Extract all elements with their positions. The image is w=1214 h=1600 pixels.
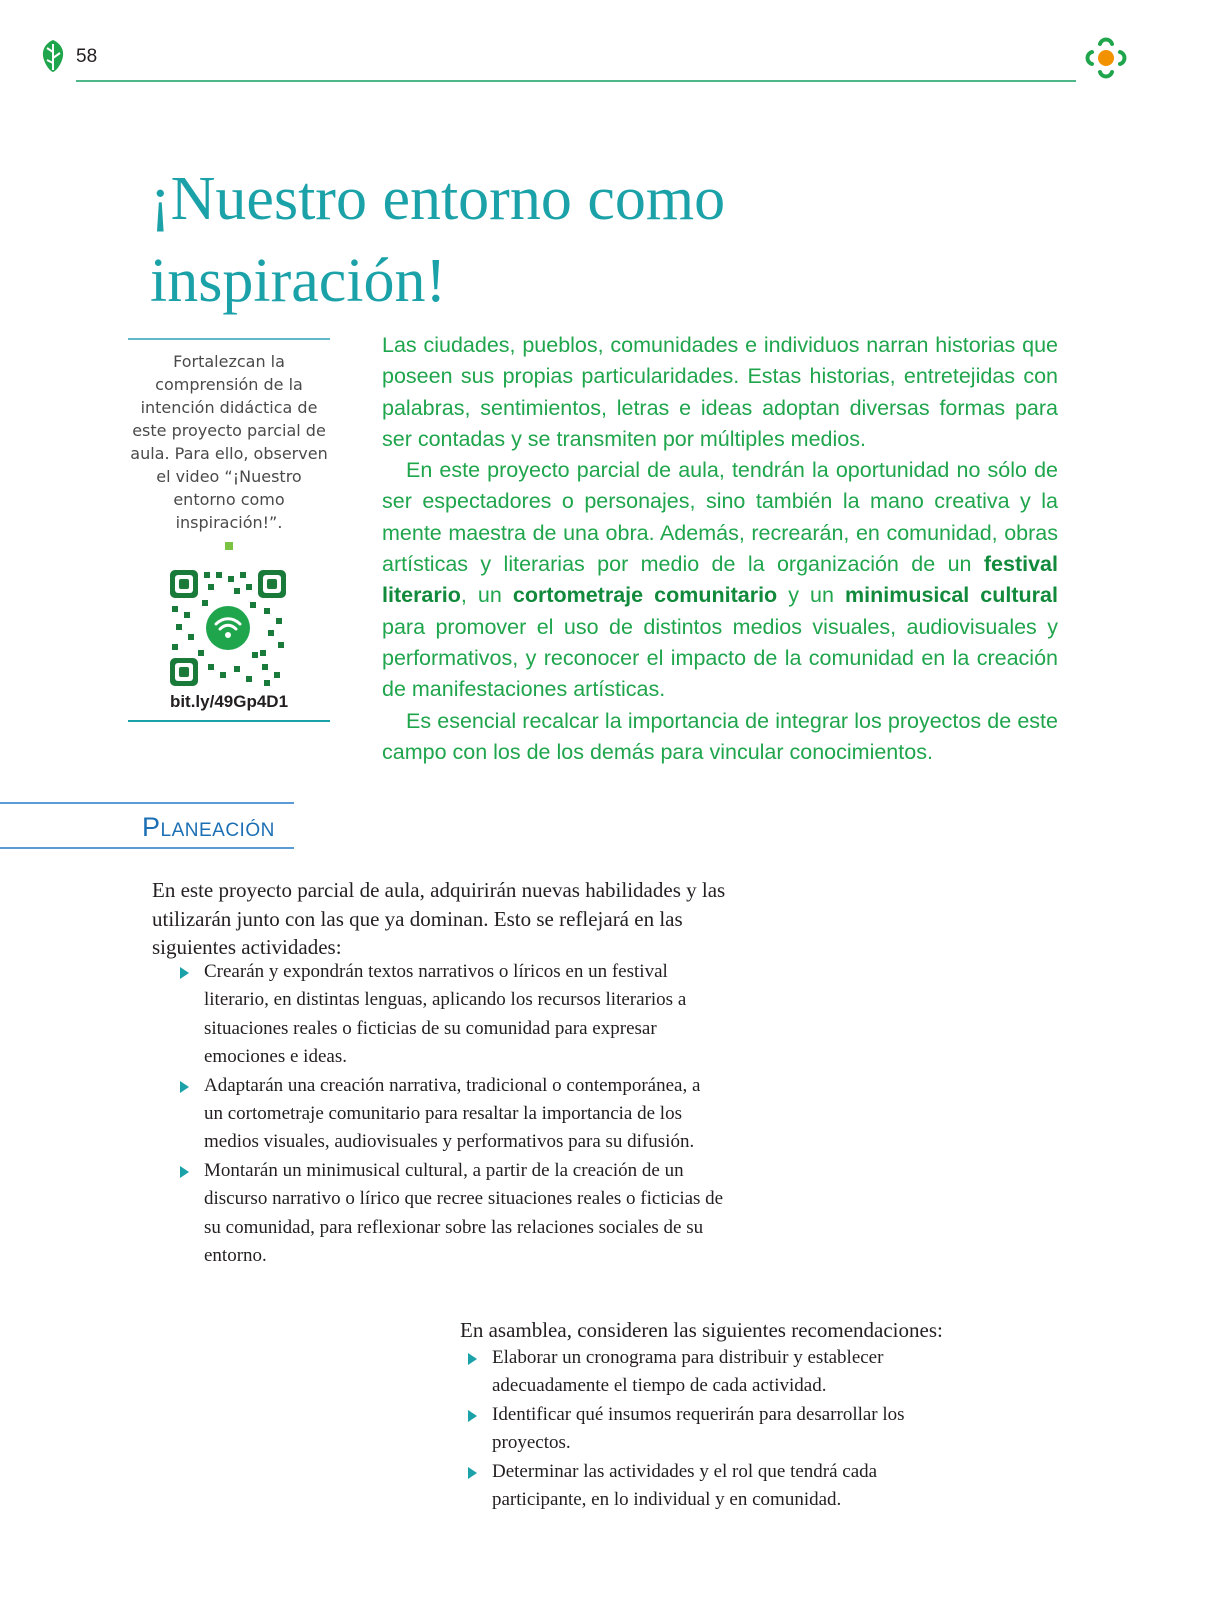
list-item-text: Determinar las actividades y el rol que tendrá cada participante, en lo individual y en comunidad. — [492, 1460, 878, 1511]
intro-p2-text-e: para promover el uso de distintos medios visuales, audiovisuales y performativos, y reconocer el impacto de la comunidad en la creación de manifestaciones artísticas. — [382, 614, 1058, 702]
heading-rule-bottom — [0, 847, 294, 849]
list-item-text: Identificar qué insumos requerirán para desarrollar los proyectos. — [492, 1403, 905, 1454]
bullet-arrow-icon — [468, 1467, 477, 1479]
list-item — [154, 1072, 724, 1157]
assembly-intro: En asamblea, consideren las siguientes recomendaciones: — [460, 1318, 943, 1342]
recommendations-list — [440, 1344, 960, 1514]
note-top-rule — [128, 338, 330, 340]
header-rule — [76, 80, 1076, 82]
minimusical-term: minimusical cultural — [845, 583, 1058, 608]
intro-p2-text-c: , un — [460, 583, 502, 608]
list-item-text: Montarán un minimusical cultural, a partir de la creación de un discurso narrativo o lírico que recree situaciones reales o ficticias de su comunidad, para reflexionar sobre las relaciones sociales de su entorno. — [204, 1159, 724, 1267]
page-number: 58 — [76, 46, 98, 67]
note-dot — [225, 542, 233, 550]
festival-literario-term: festival literario — [382, 552, 1058, 608]
bullet-arrow-icon — [468, 1353, 477, 1365]
cortometraje-term: cortometraje comunitario — [512, 583, 778, 608]
list-item-text: Crearán y expondrán textos narrativos o líricos en un festival literario, en distintas lenguas, aplicando los recursos literarios a situaciones reales o ficticias de su comunidad para expresar emociones e ideas. — [204, 961, 687, 1068]
activities-list — [154, 958, 724, 1270]
bullet-arrow-icon — [468, 1410, 477, 1422]
heading-rule-top — [0, 802, 294, 804]
page-title: ¡Nuestro entorno como inspiración! — [150, 165, 726, 315]
list-item — [440, 1344, 960, 1401]
intro-text — [382, 330, 1058, 768]
planning-intro: En este proyecto parcial de aula, adquirirán nuevas habilidades y las utilizarán junto con las que ya dominan. Esto se reflejará en las siguientes actividades: — [152, 878, 726, 959]
note-bottom-rule — [128, 720, 330, 722]
qr-link[interactable]: bit.ly/49Gp4D1 — [169, 692, 289, 711]
bullet-arrow-icon — [180, 967, 189, 979]
list-item — [440, 1401, 960, 1458]
bullet-arrow-icon — [180, 1081, 189, 1093]
bullet-arrow-icon — [180, 1166, 189, 1178]
section-heading: Planeación — [142, 812, 275, 842]
list-item — [154, 958, 724, 1072]
leaf-icon — [38, 38, 68, 74]
intro-p2-text-d: y un — [788, 583, 834, 608]
side-note-text: Fortalezcan la comprensión de la intención didáctica de este proyecto parcial de aula. Para ello, observen el video “¡Nuestro entorno como inspiración!”. — [130, 352, 328, 532]
emblem-icon — [1080, 32, 1132, 84]
qr-code[interactable] — [168, 568, 288, 688]
intro-paragraph-2 — [382, 455, 1058, 705]
list-item-text: Elaborar un cronograma para distribuir y establecer adecuadamente el tiempo de cada actividad. — [492, 1347, 884, 1397]
intro-paragraph-1: Las ciudades, pueblos, comunidades e individuos narran historias que poseen sus propias particularidades. Estas historias, entretejidas con palabras, sentimientos, letras e ideas adoptan diversas formas para ser contadas y se transmiten por múltiples medios. — [382, 333, 1058, 451]
intro-paragraph-3: Es esencial recalcar la importancia de integrar los proyectos de este campo con los de los demás para vincular conocimientos. — [382, 708, 1058, 764]
list-item — [440, 1458, 960, 1515]
intro-p2-text-a: En este proyecto parcial de aula, tendrán la oportunidad no sólo de ser espectadores o personajes, sino también la mano creativa y la mente maestra de una obra. Además, recrearán, en comunidad, obras artísticas y literarias por medio de la organización de un — [382, 458, 1058, 577]
list-item — [154, 1157, 724, 1271]
list-item-text: Adaptarán una creación narrativa, tradicional o contemporánea, a un cortometraje comunitario para resaltar la importancia de los medios visuales, audiovisuales y performativos para su difusión. — [204, 1074, 701, 1153]
